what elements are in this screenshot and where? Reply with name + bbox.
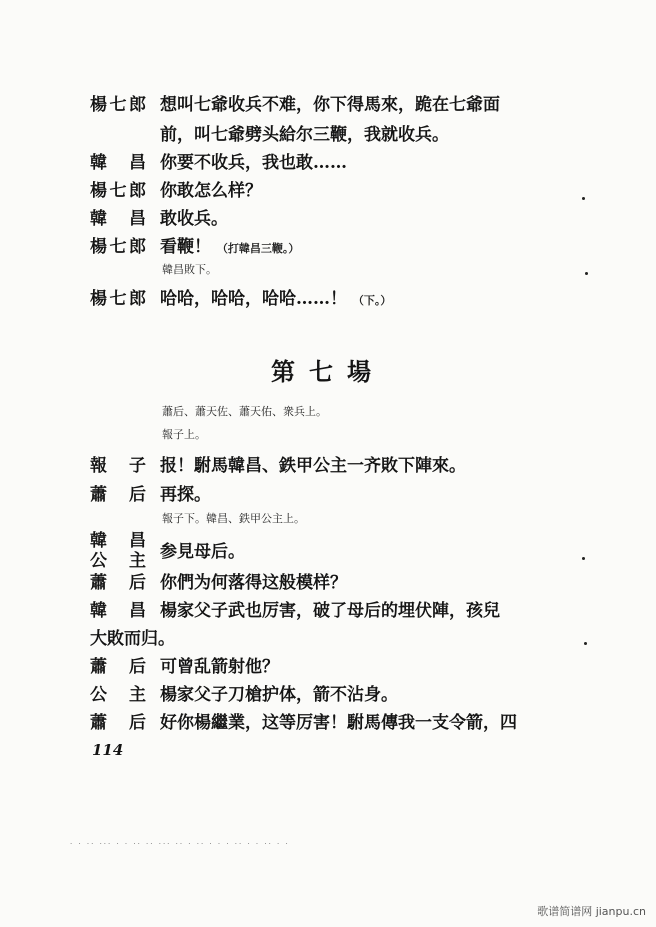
line-text: 再探。: [160, 485, 211, 505]
speaker: 楊七郎: [90, 181, 146, 201]
dialogue-line: [90, 284, 391, 309]
speaker: 蕭 后: [90, 573, 146, 593]
speaker: 韓 昌: [90, 601, 146, 621]
speaker: 楊七郎: [90, 95, 146, 115]
dialogue-line: [90, 652, 279, 677]
line-text: 好你楊繼業，这等厉害！駙馬傳我一支令箭，四: [160, 713, 517, 733]
stage-direction: 韓昌敗下。: [162, 263, 217, 276]
dialogue-line: [90, 148, 347, 173]
line-text: 参見母后。: [160, 542, 245, 562]
speaker: 報 子: [90, 456, 146, 476]
line-text: 报！駙馬韓昌、鉄甲公主一齐敗下陣來。: [160, 456, 466, 476]
dialogue-line: [90, 568, 347, 593]
line-text: 你敢怎么样？: [160, 181, 262, 201]
page-number: 114: [92, 741, 124, 759]
dialogue-line: [90, 176, 262, 201]
speaker: 韓 昌: [90, 531, 146, 551]
stage-direction: 報子上。: [162, 428, 206, 441]
scan-footer-marks: · · ·· ··· · · ·· ·· ··· ·· · ·· · · · ·· · · ·· · ·: [70, 840, 290, 848]
line-text: 看鞭！: [160, 237, 211, 257]
line-text: 前，叫七爺劈头給尔三鞭，我就收兵。: [160, 125, 449, 145]
line-text: 你們为何落得这般模样？: [160, 573, 347, 593]
speaker: 公 主: [90, 551, 146, 571]
speaker: 蕭 后: [90, 485, 146, 505]
scan-speck: [585, 272, 588, 275]
watermark: 歌谱简谱网 jianpu.cn: [537, 905, 646, 918]
dialogue-line: [90, 204, 228, 229]
dialogue-line: [90, 90, 500, 115]
scene-title: 第七場: [271, 357, 385, 386]
line-text: 楊家父子武也厉害，破了母后的埋伏陣，孩兒: [160, 601, 500, 621]
speaker: 楊七郎: [90, 237, 146, 257]
scan-speck: [582, 197, 585, 200]
speaker: 韓 昌: [90, 209, 146, 229]
speaker: 韓 昌: [90, 153, 146, 173]
dialogue-line: [90, 680, 398, 705]
stage-note: （下。）: [352, 294, 392, 307]
line-text: 大敗而归。: [90, 629, 175, 649]
line-text: 哈哈，哈哈，哈哈……！: [160, 289, 347, 309]
line-text: 敢收兵。: [160, 209, 228, 229]
dialogue-line: [90, 708, 517, 733]
dialogue-line: [90, 232, 299, 257]
speaker: 蕭 后: [90, 657, 146, 677]
dialogue-line: [90, 596, 500, 621]
scan-speck: [584, 642, 587, 645]
dialogue-line: [90, 451, 466, 476]
speaker: 蕭 后: [90, 713, 146, 733]
stage-note: （打韓昌三鞭。）: [216, 242, 300, 255]
dialogue-line-continuation: [160, 120, 449, 145]
line-text: 楊家父子刀槍护体，箭不沾身。: [160, 685, 398, 705]
line-text: 你要不收兵，我也敢……: [160, 153, 347, 173]
line-text: 可曾乱箭射他？: [160, 657, 279, 677]
line-text: 想叫七爺收兵不难，你下得馬來，跪在七爺面: [160, 95, 500, 115]
dialogue-line-continuation: [90, 624, 175, 649]
stage-direction: 報子下。韓昌、鉄甲公主上。: [162, 512, 305, 525]
stage-direction: 蕭后、蕭天佐、蕭天佑、衆兵上。: [162, 405, 327, 418]
dialogue-line: [90, 480, 211, 505]
scan-speck: [582, 557, 585, 560]
speaker: 楊七郎: [90, 289, 146, 309]
speaker: 公 主: [90, 685, 146, 705]
